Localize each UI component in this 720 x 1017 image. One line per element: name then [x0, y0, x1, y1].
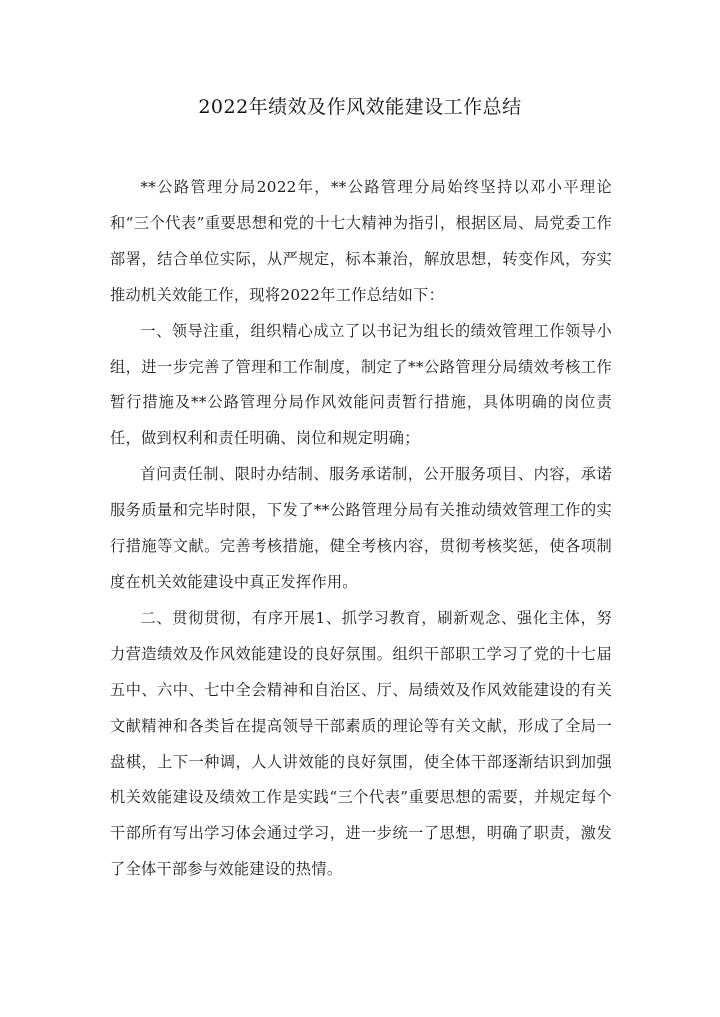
paragraph-implementation: 二、贯彻贯彻，有序开展1、抓学习教育，刷新观念、强化主体，努力营造绩效及作风效能建设的良好氛围。组织干部职工学习了党的十七届五中、六中、七中全会精神和自治区、厅、局绩效及作风效能建设的有关文献精神和各类旨在提高领导干部素质的理论等有关文献，形成了全局一盘棋，上下一种调，人人讲效能的良好氛围，使全体干部逐渐结识到加强机关效能建设及绩效工作是实践“三个代表”重要思想的需要，并规定每个干部所有写出学习体会通过学习，进一步统一了思想，明确了职责，激发了全体干部参与效能建设的热情。	[110, 608, 612, 879]
paragraph-intro: **公路管理分局2022年，**公路管理分局始终坚持以邓小平理论和“三个代表”重要思想和党的十七大精神为指引，根据区局、局党委工作部署，结合单位实际，从严规定，标本兼治，解放思想，转变作风，夯实推动机关效能工作，现将2022年工作总结如下：	[110, 178, 612, 304]
paragraph-responsibility-system: 首问责任制、限时办结制、服务承诺制，公开服务项目、内容，承诺服务质量和完毕时限，下发了**公路管理分局有关推动绩效管理工作的实行措施等文献。完善考核措施，健全考核内容，贯彻考核奖惩，使各项制度在机关效能建设中真正发挥作用。	[110, 465, 612, 591]
document-title: 2022年绩效及作风效能建设工作总结	[198, 96, 522, 118]
paragraph-leadership: 一、领导注重，组织精心成立了以书记为组长的绩效管理工作领导小组，进一步完善了管理和工作制度，制定了**公路管理分局绩效考核工作暂行措施及**公路管理分局作风效能问责暂行措施，具体明确的岗位责任，做到权利和责任明确、岗位和规定明确；	[110, 321, 612, 448]
document-body	[110, 170, 612, 888]
